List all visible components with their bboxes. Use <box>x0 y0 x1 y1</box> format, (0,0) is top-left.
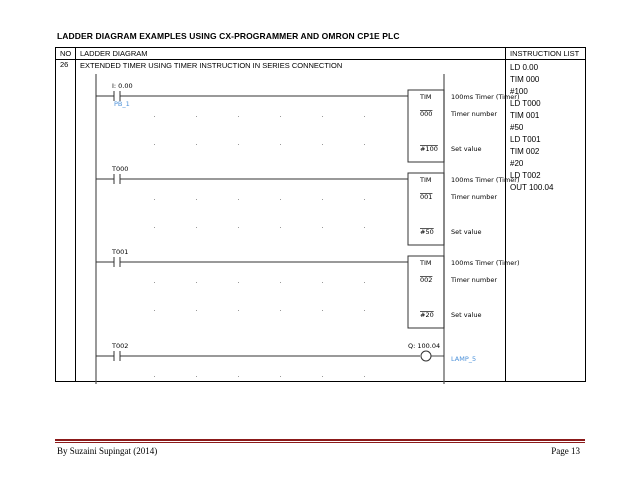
grid-dot <box>280 227 281 228</box>
timer-instruction: TIM <box>420 259 432 267</box>
grid-dot <box>322 376 323 377</box>
header-instruction-list: INSTRUCTION LIST <box>506 48 586 60</box>
grid-dot <box>322 144 323 145</box>
grid-dot <box>154 199 155 200</box>
instruction-list-cell <box>506 60 586 382</box>
instruction-line: #20 <box>510 159 524 168</box>
grid-dot <box>196 310 197 311</box>
grid-dot <box>322 199 323 200</box>
set-value-label: Set value <box>451 145 482 153</box>
contact-address: T001 <box>112 248 129 256</box>
grid-dot <box>154 282 155 283</box>
coil-address: Q: 100.04 <box>408 342 441 350</box>
instruction-description: 100ms Timer (Timer) <box>451 259 520 267</box>
coil-symbol: LAMP_5 <box>451 355 477 363</box>
number-label: Timer number <box>451 193 498 201</box>
grid-dot <box>238 116 239 117</box>
grid-dot <box>364 144 365 145</box>
diagram-cell <box>76 60 520 382</box>
grid-dot <box>322 227 323 228</box>
grid-dot <box>322 282 323 283</box>
grid-dot <box>196 282 197 283</box>
instruction-line: LD 0.00 <box>510 63 539 72</box>
grid-dot <box>238 376 239 377</box>
grid-dot <box>196 116 197 117</box>
document-title: LADDER DIAGRAM EXAMPLES USING CX-PROGRAMMER AND OMRON CP1E PLC <box>57 31 400 41</box>
grid-dot <box>196 144 197 145</box>
timer-number: 000 <box>420 110 433 118</box>
footer-page-number: Page 13 <box>551 446 580 456</box>
header-ladder-diagram: LADDER DIAGRAM <box>76 48 506 60</box>
grid-dot <box>154 376 155 377</box>
set-value-label: Set value <box>451 311 482 319</box>
instruction-line: TIM 000 <box>510 75 540 84</box>
grid-dot <box>280 282 281 283</box>
set-value-label: Set value <box>451 228 482 236</box>
instruction-line: OUT 100.04 <box>510 183 554 192</box>
row-number: 26 <box>56 60 76 382</box>
instruction-line: LD T001 <box>510 135 541 144</box>
instruction-line: #100 <box>510 87 528 96</box>
instruction-line: LD T002 <box>510 171 541 180</box>
footer-rule-thin <box>55 442 585 443</box>
grid-dot <box>154 227 155 228</box>
instruction-line: TIM 001 <box>510 111 540 120</box>
table-row <box>56 60 586 382</box>
instruction-list <box>510 60 585 194</box>
grid-dot <box>196 227 197 228</box>
grid-dot <box>364 376 365 377</box>
footer-author: By Suzaini Supingat (2014) <box>57 446 158 456</box>
grid-dot <box>322 310 323 311</box>
row-description: EXTENDED TIMER USING TIMER INSTRUCTION IN SERIES CONNECTION <box>80 61 343 70</box>
grid-dot <box>238 144 239 145</box>
number-label: Timer number <box>451 276 498 284</box>
timer-instruction: TIM <box>420 176 432 184</box>
instruction-line: TIM 002 <box>510 147 540 156</box>
contact-address: I: 0.00 <box>112 82 133 90</box>
contact-address: T000 <box>112 165 129 173</box>
timer-set-value: #50 <box>420 228 434 236</box>
instruction-line: #50 <box>510 123 524 132</box>
grid-dot <box>364 282 365 283</box>
footer-rule <box>55 439 585 441</box>
header-no: NO <box>56 48 76 60</box>
ladder-diagram <box>90 74 520 384</box>
timer-number: 001 <box>420 193 433 201</box>
instruction-description: 100ms Timer (Timer) <box>451 176 520 184</box>
grid-dot <box>280 116 281 117</box>
grid-dot <box>280 376 281 377</box>
grid-dot <box>238 199 239 200</box>
grid-dot <box>154 144 155 145</box>
timer-number: 002 <box>420 276 433 284</box>
grid-dot <box>154 310 155 311</box>
table-header-row <box>56 48 586 60</box>
grid-dot <box>280 199 281 200</box>
grid-dot <box>154 116 155 117</box>
ladder-example-table <box>55 47 586 382</box>
contact-symbol: PB_1 <box>114 100 130 108</box>
grid-dot <box>280 310 281 311</box>
grid-dot <box>364 227 365 228</box>
instruction-line: LD T000 <box>510 99 541 108</box>
output-coil <box>421 351 431 361</box>
grid-dot <box>238 310 239 311</box>
grid-dot <box>364 116 365 117</box>
grid-dot <box>364 199 365 200</box>
output-contact-address: T002 <box>112 342 129 350</box>
timer-set-value: #100 <box>420 145 438 153</box>
grid-dot <box>322 116 323 117</box>
grid-dot <box>196 199 197 200</box>
number-label: Timer number <box>451 110 498 118</box>
grid-dot <box>238 282 239 283</box>
instruction-description: 100ms Timer (Timer) <box>451 93 520 101</box>
grid-dot <box>196 376 197 377</box>
timer-instruction: TIM <box>420 93 432 101</box>
grid-dot <box>280 144 281 145</box>
grid-dot <box>238 227 239 228</box>
timer-set-value: #20 <box>420 311 434 319</box>
grid-dot <box>364 310 365 311</box>
